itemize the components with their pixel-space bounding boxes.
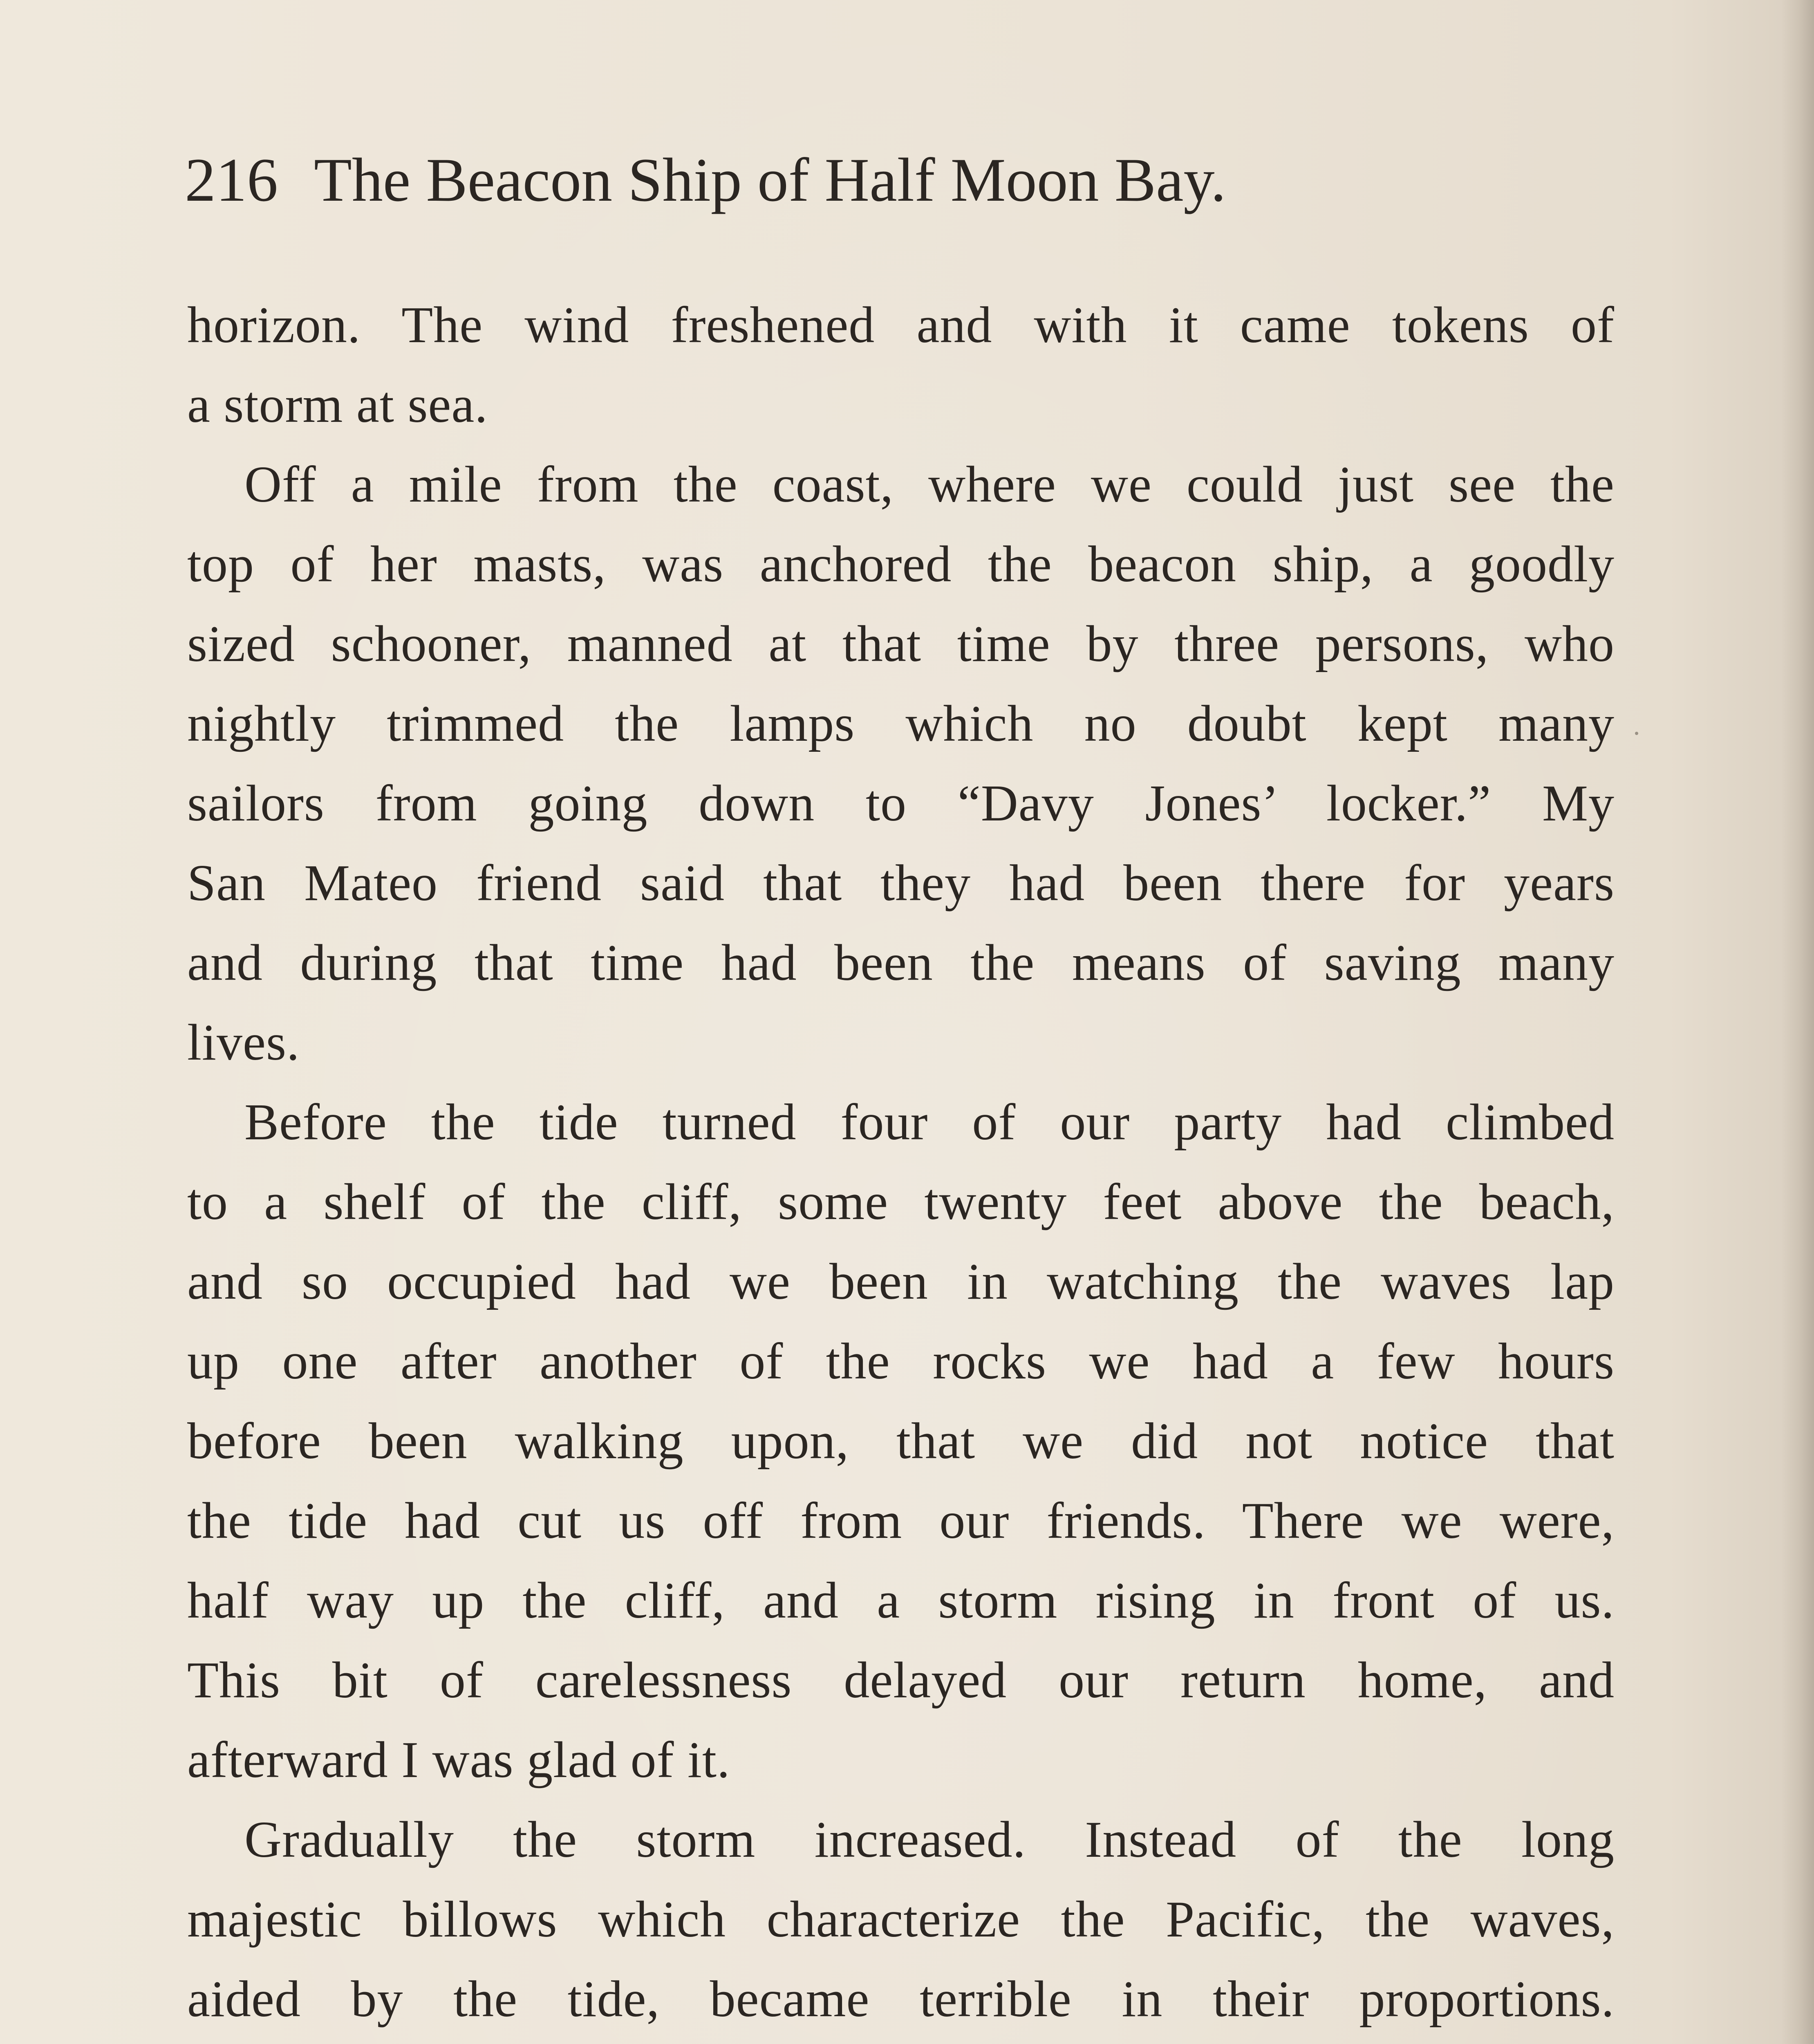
text-line: Before the tide turned four of our party had climbed bbox=[244, 1094, 1615, 1151]
text-line: top of her masts, was anchored the beacon ship, a goodly bbox=[187, 536, 1615, 593]
text-line: aided by the tide, became terrible in their proportions. bbox=[187, 1971, 1615, 2028]
text-line: to a shelf of the cliff, some twenty feet above the beach, bbox=[187, 1174, 1615, 1230]
text-line: horizon. The wind freshened and with it came tokens of bbox=[187, 297, 1615, 354]
text-line: and during that time had been the means of saving many bbox=[187, 935, 1615, 991]
text-line: This bit of carelessness delayed our return home, and bbox=[187, 1652, 1615, 1709]
running-title: The Beacon Ship of Half Moon Bay. bbox=[314, 146, 1226, 214]
text-line: the tide had cut us off from our friends. There we were, bbox=[187, 1493, 1615, 1549]
text-line: up one after another of the rocks we had a few hours bbox=[187, 1333, 1615, 1390]
text-line: half way up the cliff, and a storm rising in front of us. bbox=[187, 1572, 1615, 1629]
text-line: Gradually the storm increased. Instead of the long bbox=[244, 1811, 1615, 1868]
page-edge-shadow bbox=[1781, 0, 1814, 2044]
page-header bbox=[185, 143, 1615, 217]
text-line: sailors from going down to “Davy Jones’ locker.” My bbox=[187, 775, 1615, 832]
text-line: nightly trimmed the lamps which no doubt kept many bbox=[187, 695, 1615, 752]
text-line: and so occupied had we been in watching the waves lap bbox=[187, 1253, 1615, 1310]
body-text bbox=[187, 285, 1615, 2044]
page-number: 216 bbox=[185, 146, 278, 214]
text-line bbox=[187, 2039, 1615, 2044]
text-line: lives. bbox=[187, 1014, 300, 1071]
text-line: majestic billows which characterize the Pacific, the waves, bbox=[187, 1891, 1615, 1948]
text-line: sized schooner, manned at that time by three persons, who bbox=[187, 616, 1615, 672]
text-line: Off a mile from the coast, where we could just see the bbox=[244, 456, 1615, 513]
text-line: afterward I was glad of it. bbox=[187, 1732, 730, 1788]
paper-speck bbox=[1635, 732, 1638, 735]
text-line: a storm at sea. bbox=[187, 377, 488, 433]
text-line: before been walking upon, that we did not notice that bbox=[187, 1413, 1615, 1470]
text-line: San Mateo friend said that they had been there for years bbox=[187, 855, 1615, 912]
